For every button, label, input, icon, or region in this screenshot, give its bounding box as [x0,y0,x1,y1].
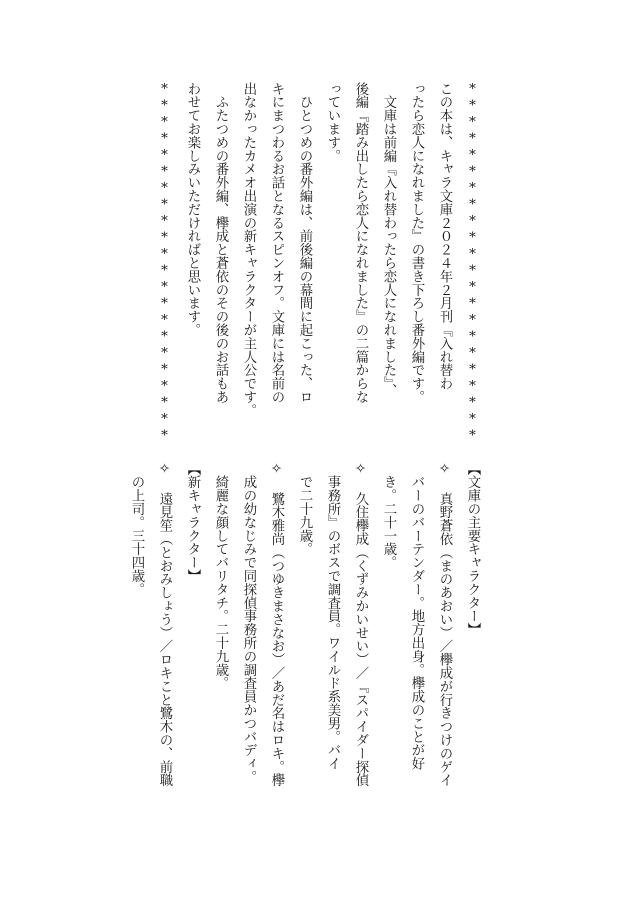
afterword-line: ひとつめの番外編は、前後編の幕間に起こった、ロ [297,82,312,404]
afterword-line: わせてお楽しみいただければと思います。 [185,82,200,337]
character-line: 事務所』のボスで調査員。ワイルド系美男。バイ [325,462,340,771]
main-characters-heading: 【文庫の主要キャラクター】 [465,462,480,637]
character-line: で二十九歳。 [297,462,312,556]
character-line: 綺麗な顔してバリタチ。二十九歳。 [213,462,228,690]
afterword-line: 出なかったカメオ出演の新キャラクターが主人公です。 [241,82,256,417]
character-line: バーのバーテンダー。地方出身。欅成のことが好 [409,462,424,771]
star-rule-top: ********************** [465,82,480,445]
afterword-line: キにまつわるお話となるスピンオフ。文庫には名前の [269,82,284,404]
afterword-line: ふたつめの番外編、欅成と蒼依のその後のお話もあ [213,82,228,404]
afterword-block [150,82,486,445]
character-line: ✧ 鷺木雅尚（つゆきまさなお）／あだ名はロキ。欅 [269,462,284,787]
afterword-line: この本は、キャラ文庫２０２４年２月刊『入れ替わ [437,82,452,391]
afterword-line: っています。 [325,82,340,163]
character-line: ✧ 久住欅成（くずみかいせい）／『スパイダー探偵 [353,462,368,787]
star-rule-bottom: ********************** [157,82,172,445]
character-line: ✧ 真野蒼依（まのあおい）／欅成が行きつけのゲイ [437,462,452,787]
afterword-line: 後編『踏み出したら恋人になれました』の二篇からな [353,82,368,404]
new-character-line: ✧ 遠見笙（とおみしょう）／ロキこと鷺木の、前職 [157,462,172,787]
new-character-line: の上司。三十四歳。 [129,462,144,596]
character-line: 成の幼なじみで同探偵事務所の調査員かつバディ。 [241,462,256,784]
new-characters-heading: 【新キャラクター】 [185,462,200,583]
character-list-block [122,462,486,822]
character-line: き。二十一歳。 [381,462,396,570]
afterword-line: 文庫は前編『入れ替わったら恋人になれました』、 [381,82,396,397]
afterword-line: ったら恋人になれました』の書き下ろし番外編です。 [409,82,424,404]
